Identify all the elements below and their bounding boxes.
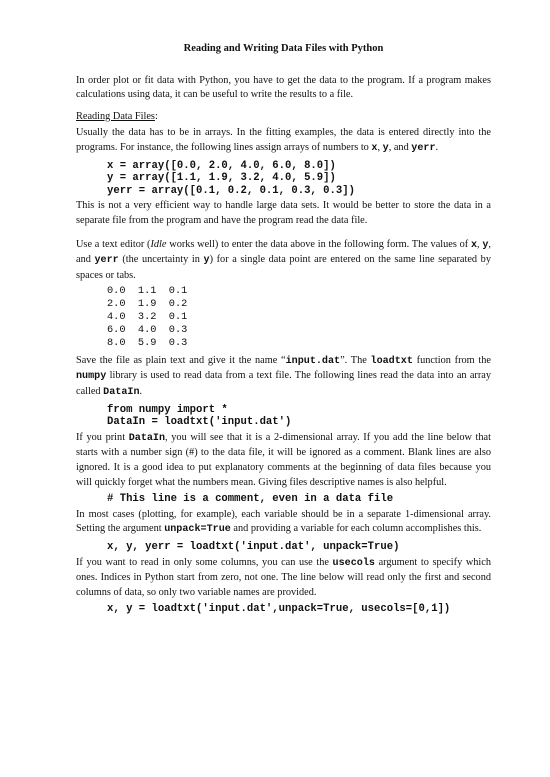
- code-block-loadtxt: [76, 404, 491, 429]
- paragraph-usecols: [76, 556, 491, 601]
- text-span: Save the file as plain text and give it the name “: [76, 354, 286, 366]
- text-span: , and: [76, 238, 491, 266]
- data-row: 4.0 3.2 0.1: [107, 311, 188, 324]
- data-row: 0.0 1.1 0.1: [107, 285, 188, 298]
- text-span: ,: [377, 141, 383, 153]
- code-block-unpack: [76, 541, 491, 554]
- code-term-y: y: [203, 255, 210, 267]
- text-span: library is used to read data from a text file. The following lines read the data into an array called: [76, 370, 491, 398]
- code-term-filename: input.dat: [285, 355, 341, 367]
- text-span: Usually the data has to be in arrays. In the fitting examples, the data is entered directly into the programs. For instance, the following lines assign arrays of numbers to: [76, 127, 491, 153]
- text-span: .: [435, 141, 439, 153]
- text-span: argument to specify which ones. Indices in Python start from zero, not one. The line below will read only the first and second columns of data, so only two variable names are provided.: [76, 556, 491, 598]
- text-span: , and: [388, 141, 412, 153]
- code-line: yerr = array([0.1, 0.2, 0.1, 0.3, 0.3]): [107, 184, 355, 197]
- text-span: If you want to read in only some columns, you can use the: [76, 556, 333, 568]
- text-span: .: [139, 386, 143, 398]
- data-row: 6.0 4.0 0.3: [107, 324, 188, 337]
- code-term-y: y: [482, 239, 489, 251]
- text-span: function from the: [412, 354, 491, 366]
- code-line: y = array([1.1, 1.9, 3.2, 4.0, 5.9]): [107, 172, 336, 185]
- text-span: Use a text editor (: [76, 238, 151, 250]
- paragraph-arrays: [76, 126, 491, 156]
- code-block-usecols: [76, 603, 491, 616]
- code-term-unpack: unpack=True: [164, 524, 231, 536]
- code-block-arrays: [76, 160, 491, 198]
- paragraph-text-editor: [76, 238, 491, 284]
- code-term-x: x: [371, 142, 378, 154]
- section-heading-text: Reading Data Files: [76, 110, 155, 122]
- data-row: 8.0 5.9 0.3: [107, 336, 188, 349]
- idle-term: Idle: [150, 238, 167, 250]
- data-row: 2.0 1.9 0.2: [107, 298, 188, 311]
- code-line: # This line is a comment, even in a data file: [107, 493, 394, 506]
- code-line: x = array([0.0, 2.0, 4.0, 6.0, 8.0]): [107, 159, 336, 172]
- paragraph-efficiency: This is not a very efficient way to handle large data sets. It would be better to store the data in a separate file from the program and have the program read the data file.: [76, 200, 491, 226]
- code-block-comment: [76, 493, 491, 506]
- section-heading: [76, 110, 491, 125]
- paragraph-save-file: [76, 354, 491, 401]
- text-span: works well) to enter the data above in the following form. The values of: [166, 238, 471, 250]
- code-term-yerr: yerr: [411, 142, 436, 154]
- code-term-numpy: numpy: [76, 371, 107, 383]
- paragraph-unpack: [76, 508, 491, 538]
- text-span: In most cases (plotting, for example), each variable should be in a separate 1-dimensional array. Setting the argument: [76, 508, 491, 535]
- code-term-datain: DataIn: [128, 432, 166, 444]
- code-line: x, y, yerr = loadtxt('input.dat', unpack=True): [107, 540, 400, 553]
- text-span: (the uncertainty in: [118, 254, 204, 266]
- code-line: x, y = loadtxt('input.dat',unpack=True, usecols=[0,1]): [107, 603, 451, 616]
- text-span: and providing a variable for each column accomplishes this.: [230, 523, 482, 535]
- intro-paragraph: In order plot or fit data with Python, you have to get the data to the program. If a program makes calculations using data, it can be useful to write the results to a file.: [76, 74, 491, 101]
- text-span: , you will see that it is a 2-dimensional array. If you add the line below that starts with a number sign (#) to the data file, it will be ignored as a comment. Blank lines are also ignored. It is a good idea to put explanatory comments at the beginning of data files because you will quickly forget what the numbers mean. Giving files descriptive names is also helpful.: [76, 431, 491, 488]
- code-term-datain: DataIn: [103, 387, 140, 399]
- data-table: [76, 285, 491, 350]
- code-term-loadtxt: loadtxt: [370, 355, 413, 367]
- code-term-usecols: usecols: [332, 557, 375, 569]
- code-line: from numpy import *: [107, 403, 228, 416]
- code-line: DataIn = loadtxt('input.dat'): [107, 416, 292, 429]
- text-span: If you print: [76, 431, 129, 443]
- code-term-x: x: [470, 239, 478, 251]
- paragraph-print-datain: [76, 431, 491, 490]
- code-term-y: y: [382, 142, 389, 154]
- code-term-yerr: yerr: [94, 255, 119, 267]
- text-span: ”. The: [340, 354, 371, 366]
- text-span: ,: [477, 238, 483, 250]
- document-title: Reading and Writing Data Files with Python: [183, 43, 384, 54]
- text-span: ) for a single data point are entered on the same line separated by spaces or tabs.: [76, 254, 491, 281]
- section-heading-colon: :: [154, 110, 158, 122]
